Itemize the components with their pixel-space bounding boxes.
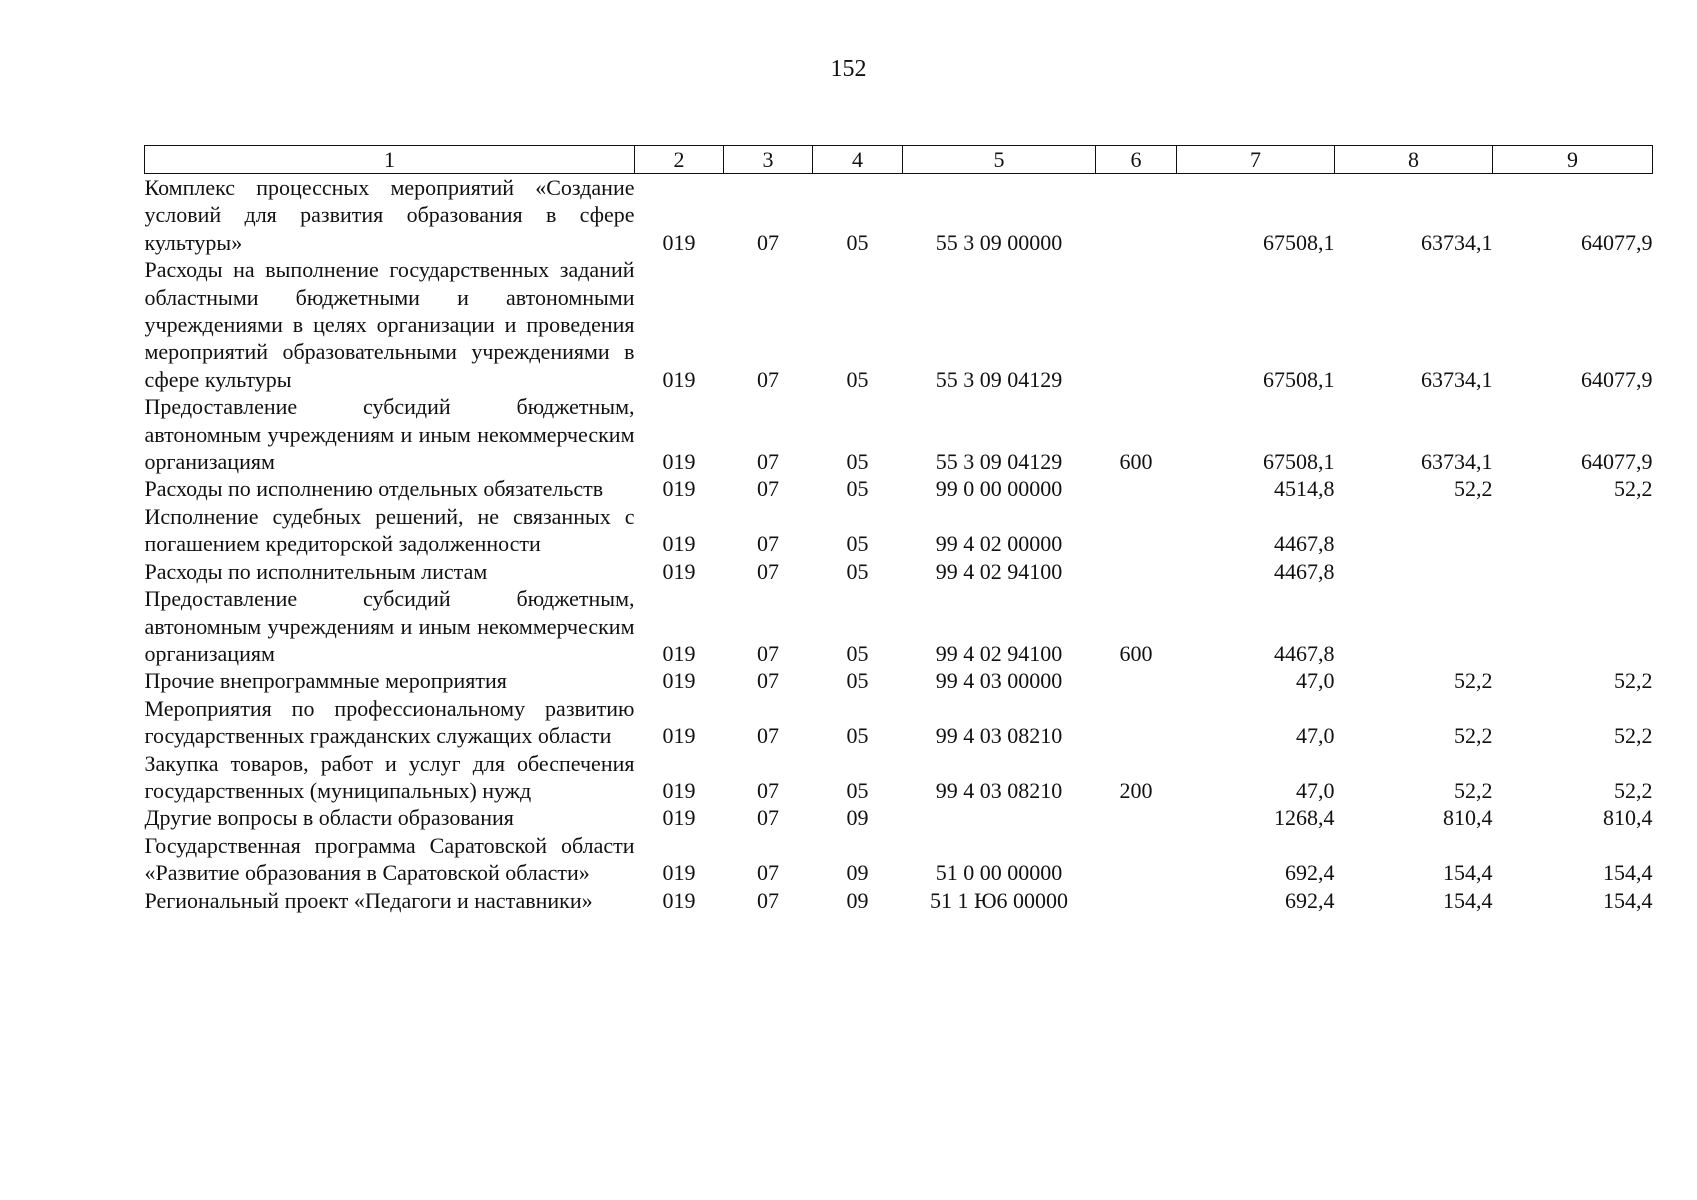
cell-subsection-code: 05: [846, 668, 869, 694]
cell-section-code: 07: [757, 558, 779, 584]
cell-amount-col9: 810,4: [1603, 805, 1653, 831]
cell-target-article: 51 0 00 00000: [935, 860, 1063, 886]
cell-amount-col9: 52,2: [1614, 777, 1653, 803]
cell-subsection-code: 05: [846, 640, 869, 666]
cell-amount-col7: 1268,4: [1274, 805, 1335, 831]
cell-admin-code: 019: [662, 366, 696, 392]
row-description: Предоставление субсидий бюджетным, автономным учреждениям и иным некоммерческим организациям: [144, 394, 635, 475]
cell-amount-col8: 63734,1: [1421, 366, 1493, 392]
cell-amount-col9: 64077,9: [1581, 229, 1653, 255]
row-description: Другие вопросы в области образования: [144, 805, 514, 831]
cell-amount-col8: 52,2: [1454, 777, 1493, 803]
table-header-row: [145, 146, 1653, 174]
cell-admin-code: 019: [662, 476, 696, 502]
cell-expense-type: [1096, 695, 1177, 750]
cell-amount-col9: [1493, 503, 1653, 558]
cell-subsection-code: 05: [846, 531, 869, 557]
cell-admin-code: 019: [662, 531, 696, 557]
cell-section-code: 07: [757, 449, 779, 475]
cell-subsection-code: 09: [846, 887, 869, 913]
cell-expense-type: 600: [1119, 449, 1153, 475]
column-header: 7: [1177, 146, 1335, 174]
cell-expense-type: [1096, 174, 1177, 257]
cell-amount-col8: 52,2: [1454, 476, 1493, 502]
row-description: Расходы по исполнительным листам: [144, 558, 488, 584]
cell-amount-col7: 67508,1: [1263, 366, 1335, 392]
cell-target-article: 99 4 02 94100: [935, 558, 1063, 584]
cell-target-article: 99 4 03 00000: [935, 668, 1063, 694]
cell-amount-col7: 692,4: [1285, 860, 1335, 886]
table-row: [145, 393, 1653, 475]
cell-amount-col9: 52,2: [1614, 723, 1653, 749]
cell-amount-col8: 63734,1: [1421, 449, 1493, 475]
row-description: Предоставление субсидий бюджетным, автономным учреждениям и иным некоммерческим организациям: [144, 586, 635, 666]
cell-subsection-code: 09: [846, 860, 869, 886]
page-number: 152: [830, 56, 867, 82]
cell-subsection-code: 05: [846, 229, 869, 255]
row-description: Прочие внепрограммные мероприятия: [144, 668, 507, 694]
table-row: [145, 585, 1653, 667]
cell-subsection-code: 09: [846, 805, 869, 831]
column-header: 5: [903, 146, 1096, 174]
cell-admin-code: 019: [662, 805, 696, 831]
cell-target-article: 99 4 02 00000: [935, 531, 1063, 557]
cell-expense-type: [1096, 558, 1177, 585]
cell-subsection-code: 05: [846, 476, 869, 502]
cell-amount-col7: 4467,8: [1274, 558, 1335, 584]
cell-section-code: 07: [757, 476, 779, 502]
cell-expense-type: [1096, 832, 1177, 887]
table-row: [145, 750, 1653, 805]
cell-admin-code: 019: [662, 229, 696, 255]
cell-expense-type: 600: [1119, 640, 1153, 666]
table-row: [145, 256, 1653, 393]
row-description: Исполнение судебных решений, не связанных с погашением кредиторской задолженности: [144, 503, 635, 557]
column-header: 1: [145, 146, 635, 174]
cell-subsection-code: 05: [846, 449, 869, 475]
cell-target-article: 99 4 03 08210: [935, 723, 1063, 749]
cell-section-code: 07: [757, 668, 779, 694]
cell-amount-col9: 52,2: [1614, 476, 1653, 502]
cell-expense-type: [1096, 804, 1177, 831]
cell-admin-code: 019: [662, 723, 696, 749]
cell-section-code: 07: [757, 366, 779, 392]
cell-amount-col7: 692,4: [1285, 887, 1335, 913]
cell-amount-col7: 47,0: [1296, 777, 1335, 803]
table-row: [145, 475, 1653, 502]
cell-admin-code: 019: [662, 887, 696, 913]
cell-admin-code: 019: [662, 860, 696, 886]
cell-amount-col9: [1493, 558, 1653, 585]
cell-target-article: 51 1 Ю6 00000: [929, 887, 1069, 913]
row-description: Закупка товаров, работ и услуг для обеспечения государственных (муниципальных) нужд: [144, 750, 635, 803]
row-description: Расходы по исполнению отдельных обязательств: [144, 476, 604, 502]
column-header: 6: [1096, 146, 1177, 174]
table-row: [145, 695, 1653, 750]
table-row: [145, 804, 1653, 831]
cell-amount-col9: 52,2: [1614, 668, 1653, 694]
cell-expense-type: 200: [1119, 777, 1153, 803]
cell-amount-col9: 64077,9: [1581, 449, 1653, 475]
cell-amount-col8: 63734,1: [1421, 229, 1493, 255]
cell-admin-code: 019: [662, 640, 696, 666]
cell-amount-col7: 4467,8: [1274, 531, 1335, 557]
column-header: 9: [1493, 146, 1653, 174]
cell-expense-type: [1096, 667, 1177, 694]
column-header: 8: [1335, 146, 1493, 174]
cell-amount-col7: 47,0: [1296, 723, 1335, 749]
cell-amount-col8: 810,4: [1443, 805, 1493, 831]
cell-target-article: 55 3 09 00000: [935, 229, 1063, 255]
cell-admin-code: 019: [662, 777, 696, 803]
row-description: Государственная программа Саратовской области «Развитие образования в Саратовской области»: [144, 832, 635, 886]
cell-amount-col7: 67508,1: [1263, 229, 1335, 255]
cell-target-article: [903, 804, 1096, 831]
cell-expense-type: [1096, 475, 1177, 502]
cell-admin-code: 019: [662, 558, 696, 584]
cell-amount-col8: [1335, 585, 1493, 667]
cell-target-article: 99 0 00 00000: [935, 476, 1063, 502]
cell-subsection-code: 05: [846, 366, 869, 392]
row-description: Комплекс процессных мероприятий «Создание условий для развития образования в сфере культуры»: [144, 175, 635, 255]
table-row: [145, 558, 1653, 585]
column-header: 3: [724, 146, 813, 174]
cell-subsection-code: 05: [846, 777, 869, 803]
cell-expense-type: [1096, 887, 1177, 914]
cell-subsection-code: 05: [846, 558, 869, 584]
cell-amount-col8: [1335, 503, 1493, 558]
cell-amount-col8: 154,4: [1443, 887, 1493, 913]
cell-section-code: 07: [757, 777, 779, 803]
cell-section-code: 07: [757, 805, 779, 831]
table-body: [145, 174, 1653, 914]
cell-section-code: 07: [757, 640, 779, 666]
cell-admin-code: 019: [662, 668, 696, 694]
budget-table: [144, 145, 1653, 914]
row-description: Расходы на выполнение государственных заданий областными бюджетными и автономными учреждениями в целях организации и проведения мероприятий образовательными учреждениями в сфере культуры: [144, 257, 635, 392]
cell-amount-col9: 154,4: [1603, 887, 1653, 913]
cell-target-article: 55 3 09 04129: [935, 449, 1063, 475]
cell-target-article: 55 3 09 04129: [935, 366, 1063, 392]
cell-admin-code: 019: [662, 449, 696, 475]
column-header: 2: [635, 146, 724, 174]
cell-target-article: 99 4 03 08210: [935, 777, 1063, 803]
cell-amount-col9: [1493, 585, 1653, 667]
table-row: [145, 503, 1653, 558]
cell-amount-col8: 52,2: [1454, 668, 1493, 694]
cell-target-article: 99 4 02 94100: [935, 640, 1063, 666]
cell-expense-type: [1096, 256, 1177, 393]
cell-section-code: 07: [757, 531, 779, 557]
cell-section-code: 07: [757, 723, 779, 749]
cell-amount-col7: 4467,8: [1274, 640, 1335, 666]
cell-amount-col7: 67508,1: [1263, 449, 1335, 475]
cell-expense-type: [1096, 503, 1177, 558]
cell-amount-col8: 52,2: [1454, 723, 1493, 749]
cell-amount-col8: [1335, 558, 1493, 585]
table-row: [145, 887, 1653, 914]
cell-amount-col7: 4514,8: [1274, 476, 1335, 502]
table-row: [145, 832, 1653, 887]
row-description: Региональный проект «Педагоги и наставники»: [144, 887, 593, 913]
column-header: 4: [813, 146, 903, 174]
cell-amount-col9: 64077,9: [1581, 366, 1653, 392]
row-description: Мероприятия по профессиональному развитию государственных гражданских служащих области: [144, 695, 635, 749]
cell-amount-col7: 47,0: [1296, 668, 1335, 694]
table-row: [145, 667, 1653, 694]
table-row: [145, 174, 1653, 257]
cell-amount-col9: 154,4: [1603, 860, 1653, 886]
cell-section-code: 07: [757, 860, 779, 886]
cell-amount-col8: 154,4: [1443, 860, 1493, 886]
cell-section-code: 07: [757, 229, 779, 255]
cell-subsection-code: 05: [846, 723, 869, 749]
cell-section-code: 07: [757, 887, 779, 913]
